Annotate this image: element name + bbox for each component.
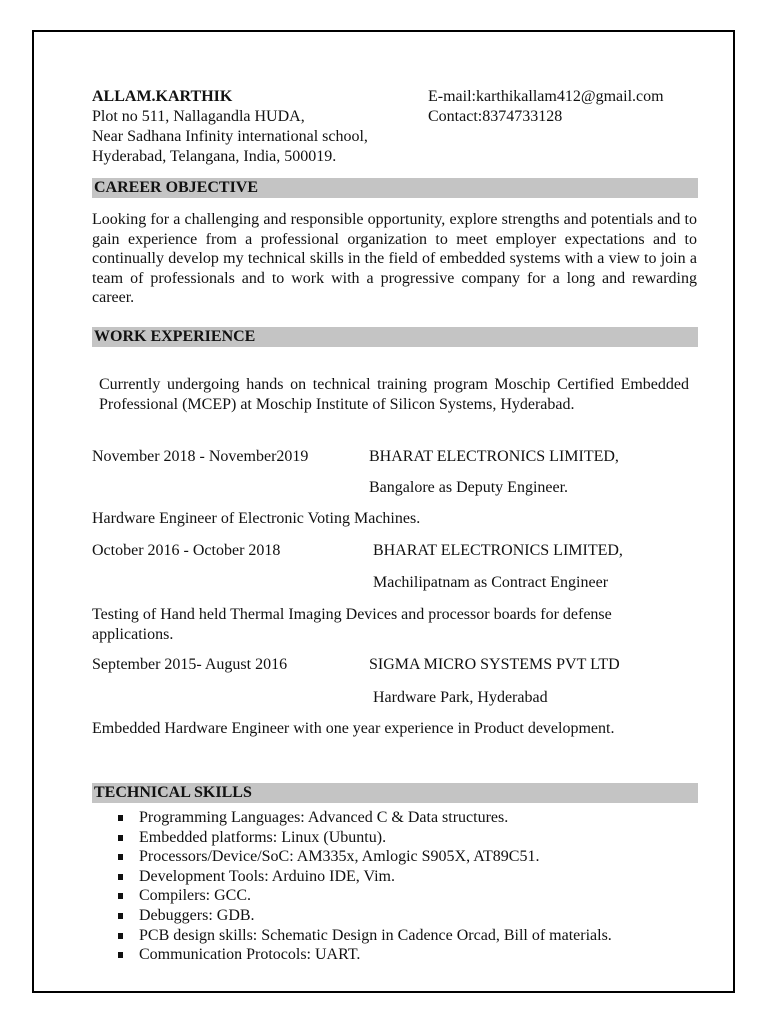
work-experience-heading: WORK EXPERIENCE — [92, 327, 698, 347]
bullet-icon — [118, 854, 123, 860]
job-3-description: Embedded Hardware Engineer with one year experience in Product development. — [92, 720, 615, 737]
job-2-description: Testing of Hand held Thermal Imaging Devices and processor boards for defense applications. — [92, 606, 612, 643]
technical-skills-list — [118, 808, 612, 965]
skill-text: Debuggers: GDB. — [139, 906, 255, 924]
skill-text: Development Tools: Arduino IDE, Vim. — [139, 867, 395, 885]
career-objective-heading: CAREER OBJECTIVE — [92, 178, 698, 198]
job-2-company: BHARAT ELECTRONICS LIMITED, — [373, 542, 623, 559]
skill-text: Processors/Device/SoC: AM335x, Amlogic S905X, AT89C51. — [139, 848, 540, 866]
technical-skills-heading: TECHNICAL SKILLS — [92, 783, 698, 803]
bullet-icon — [118, 913, 123, 919]
skill-item — [118, 867, 612, 887]
candidate-name: ALLAM.KARTHIK — [92, 88, 233, 105]
job-1-company: BHARAT ELECTRONICS LIMITED, — [369, 448, 619, 465]
job-1-location: Bangalore as Deputy Engineer. — [369, 479, 569, 496]
skill-item — [118, 926, 612, 946]
job-2-period: October 2016 - October 2018 — [92, 542, 281, 559]
skill-item — [118, 847, 612, 867]
job-1-description: Hardware Engineer of Electronic Voting Machines. — [92, 510, 421, 527]
skill-item — [118, 828, 612, 848]
contact-number: Contact:8374733128 — [428, 108, 563, 125]
skill-text: Embedded platforms: Linux (Ubuntu). — [139, 828, 387, 846]
bullet-icon — [118, 815, 123, 821]
skill-item — [118, 808, 612, 828]
job-3-period: September 2015- August 2016 — [92, 656, 288, 673]
skill-item — [118, 886, 612, 906]
career-objective-text: Looking for a challenging and responsible opportunity, explore strengths and potentials and to gain experience from a professional organization to meet employer expectations and to continually develop my technical skills in the field of embedded systems with a view to join a team of professionals and to work with a progressive company for a long and rewarding career. — [92, 211, 697, 307]
current-training: Currently undergoing hands on technical training program Moschip Certified Embedded Professional (MCEP) at Moschip Institute of Silicon Systems, Hyderabad. — [99, 376, 689, 413]
job-1-period: November 2018 - November2019 — [92, 448, 309, 465]
skill-text: Communication Protocols: UART. — [139, 946, 361, 964]
job-2-location: Machilipatnam as Contract Engineer — [373, 574, 609, 591]
skill-text: Compilers: GCC. — [139, 887, 252, 905]
email: E-mail:karthikallam412@gmail.com — [428, 88, 664, 105]
job-3-location: Hardware Park, Hyderabad — [373, 689, 548, 706]
bullet-icon — [118, 835, 123, 841]
address-line-2: Near Sadhana Infinity international school, — [92, 128, 368, 145]
bullet-icon — [118, 874, 123, 880]
skill-item — [118, 906, 612, 926]
skill-text: PCB design skills: Schematic Design in Cadence Orcad, Bill of materials. — [139, 926, 612, 944]
bullet-icon — [118, 933, 123, 939]
bullet-icon — [118, 952, 123, 958]
address-line-1: Plot no 511, Nallagandla HUDA, — [92, 108, 305, 125]
address-line-3: Hyderabad, Telangana, India, 500019. — [92, 148, 337, 165]
bullet-icon — [118, 893, 123, 899]
skill-item — [118, 945, 612, 965]
job-3-company: SIGMA MICRO SYSTEMS PVT LTD — [369, 656, 620, 673]
skill-text: Programming Languages: Advanced C & Data structures. — [139, 809, 509, 826]
